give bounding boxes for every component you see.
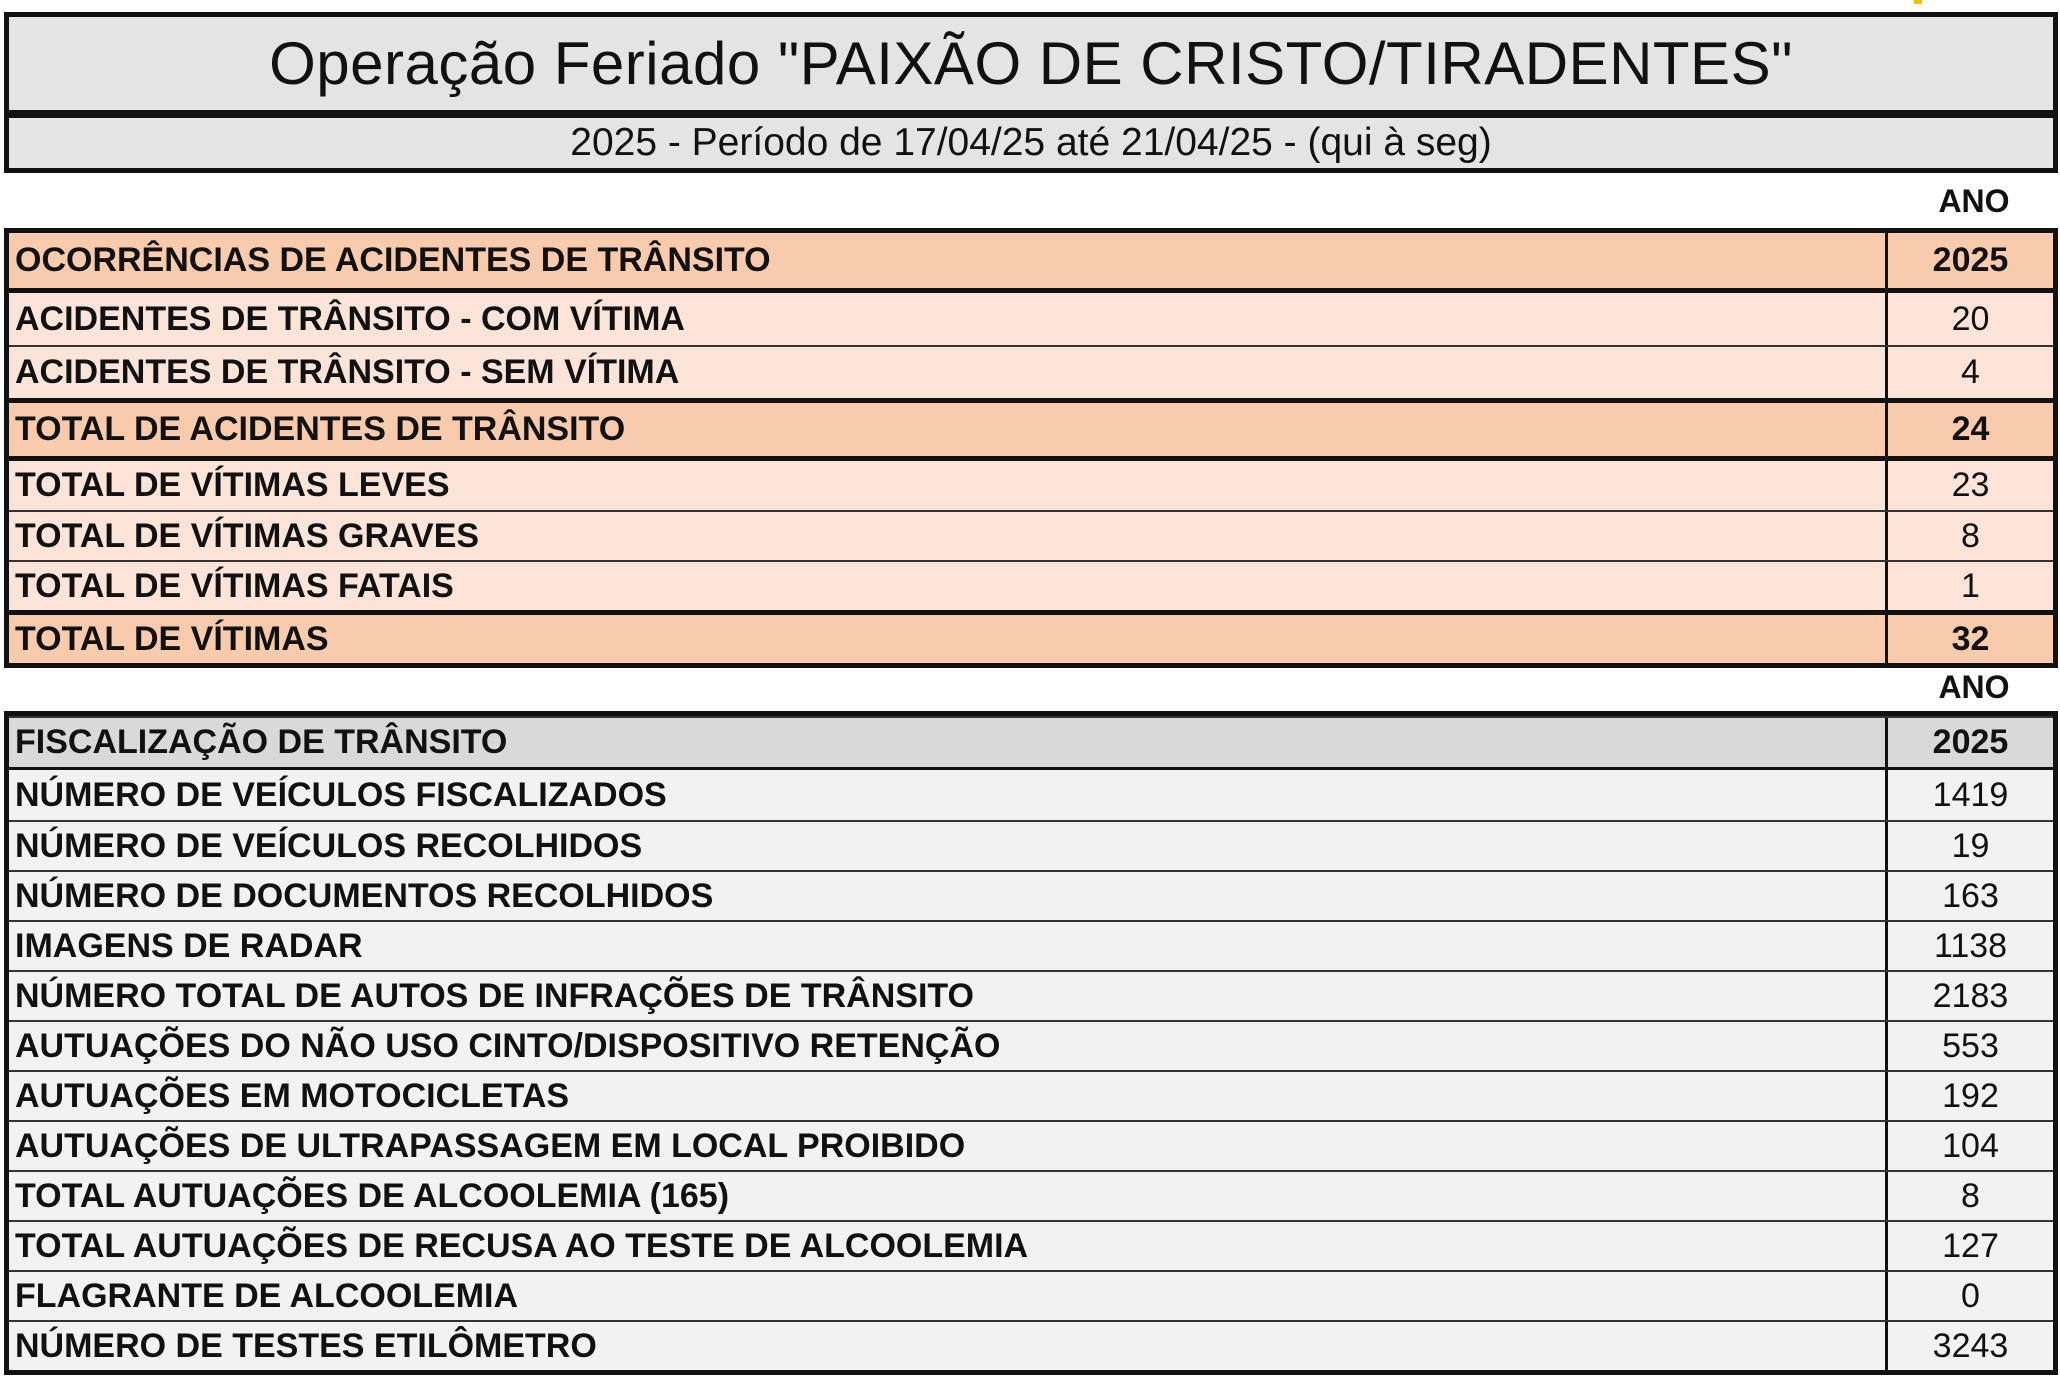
table-row [9,1070,2053,1120]
row-label: NÚMERO DE VEÍCULOS RECOLHIDOS [15,826,643,865]
row-label: AUTUAÇÕES EM MOTOCICLETAS [15,1076,570,1115]
row-label: TOTAL AUTUAÇÕES DE ALCOOLEMIA (165) [15,1176,730,1215]
row-value: 23 [1885,461,2053,510]
table-row [9,820,2053,870]
row-label: NÚMERO TOTAL DE AUTOS DE INFRAÇÕES DE TRÂNSITO [15,976,974,1015]
enforcement-header-label: FISCALIZAÇÃO DE TRÂNSITO [15,723,508,761]
year-column-label: ANO [1938,669,2010,705]
table-row [9,1220,2053,1270]
row-value: 0 [1885,1272,2053,1320]
row-label: NÚMERO DE TESTES ETILÔMETRO [15,1326,597,1365]
table-row-total [9,610,2053,663]
row-label: FLAGRANTE DE ALCOOLEMIA [15,1276,519,1315]
table-row [9,1020,2053,1070]
row-value: 8 [1885,512,2053,560]
row-value: 8 [1885,1172,2053,1220]
row-label: TOTAL DE VÍTIMAS GRAVES [15,516,480,555]
enforcement-table [4,711,2058,1375]
row-label: NÚMERO DE DOCUMENTOS RECOLHIDOS [15,876,714,915]
table-row [9,770,2053,820]
accidents-header-label: OCORRÊNCIAS DE ACIDENTES DE TRÂNSITO [15,241,771,279]
table-row [9,970,2053,1020]
row-label: TOTAL DE VÍTIMAS LEVES [15,466,450,504]
accidents-table [4,228,2058,668]
enforcement-header-year: 2025 [1885,718,2053,767]
table-row [9,560,2053,610]
row-label: NÚMERO DE VEÍCULOS FISCALIZADOS [15,775,667,814]
accidents-header-row [9,233,2053,288]
row-value: 104 [1885,1122,2053,1170]
row-value: 163 [1885,872,2053,920]
row-value: 1419 [1885,770,2053,820]
row-value: 553 [1885,1022,2053,1070]
page-subtitle: 2025 - Período de 17/04/25 até 21/04/25 - (qui à seg) [4,113,2058,173]
page-title: Operação Feriado "PAIXÃO DE CRISTO/TIRADENTES" [4,12,2058,115]
enforcement-header-row [9,716,2053,770]
row-value: 24 [1885,403,2053,456]
table-row [9,870,2053,920]
row-value: 192 [1885,1072,2053,1120]
row-value: 20 [1885,293,2053,345]
table-row-total [9,398,2053,456]
table-row [9,288,2053,345]
row-label: AUTUAÇÕES DE ULTRAPASSAGEM EM LOCAL PROIBIDO [15,1126,966,1165]
row-value: 32 [1885,615,2053,663]
row-value: 1138 [1885,922,2053,970]
row-value: 19 [1885,822,2053,870]
table-row [9,920,2053,970]
table-row [9,510,2053,560]
row-label: ACIDENTES DE TRÂNSITO - COM VÍTIMA [15,299,685,338]
row-label: ACIDENTES DE TRÂNSITO - SEM VÍTIMA [15,353,680,391]
row-value: 127 [1885,1222,2053,1270]
accidents-header-year: 2025 [1885,233,2053,288]
row-label: TOTAL DE VÍTIMAS FATAIS [15,566,454,605]
row-value: 4 [1885,347,2053,398]
table-row [9,1170,2053,1220]
row-value: 3243 [1885,1322,2053,1370]
corner-mark [1914,0,1922,4]
row-label: IMAGENS DE RADAR [15,926,363,965]
row-value: 2183 [1885,972,2053,1020]
table-row [9,1320,2053,1370]
table-row [9,456,2053,510]
row-label: TOTAL DE ACIDENTES DE TRÂNSITO [15,410,626,448]
year-column-label: ANO [1938,183,2010,219]
row-label: TOTAL AUTUAÇÕES DE RECUSA AO TESTE DE ALCOOLEMIA [15,1226,1029,1265]
row-label: AUTUAÇÕES DO NÃO USO CINTO/DISPOSITIVO RETENÇÃO [15,1026,1001,1065]
table-row [9,1120,2053,1170]
table-row [9,1270,2053,1320]
table-row [9,345,2053,398]
row-value: 1 [1885,562,2053,610]
row-label: TOTAL DE VÍTIMAS [15,619,329,658]
